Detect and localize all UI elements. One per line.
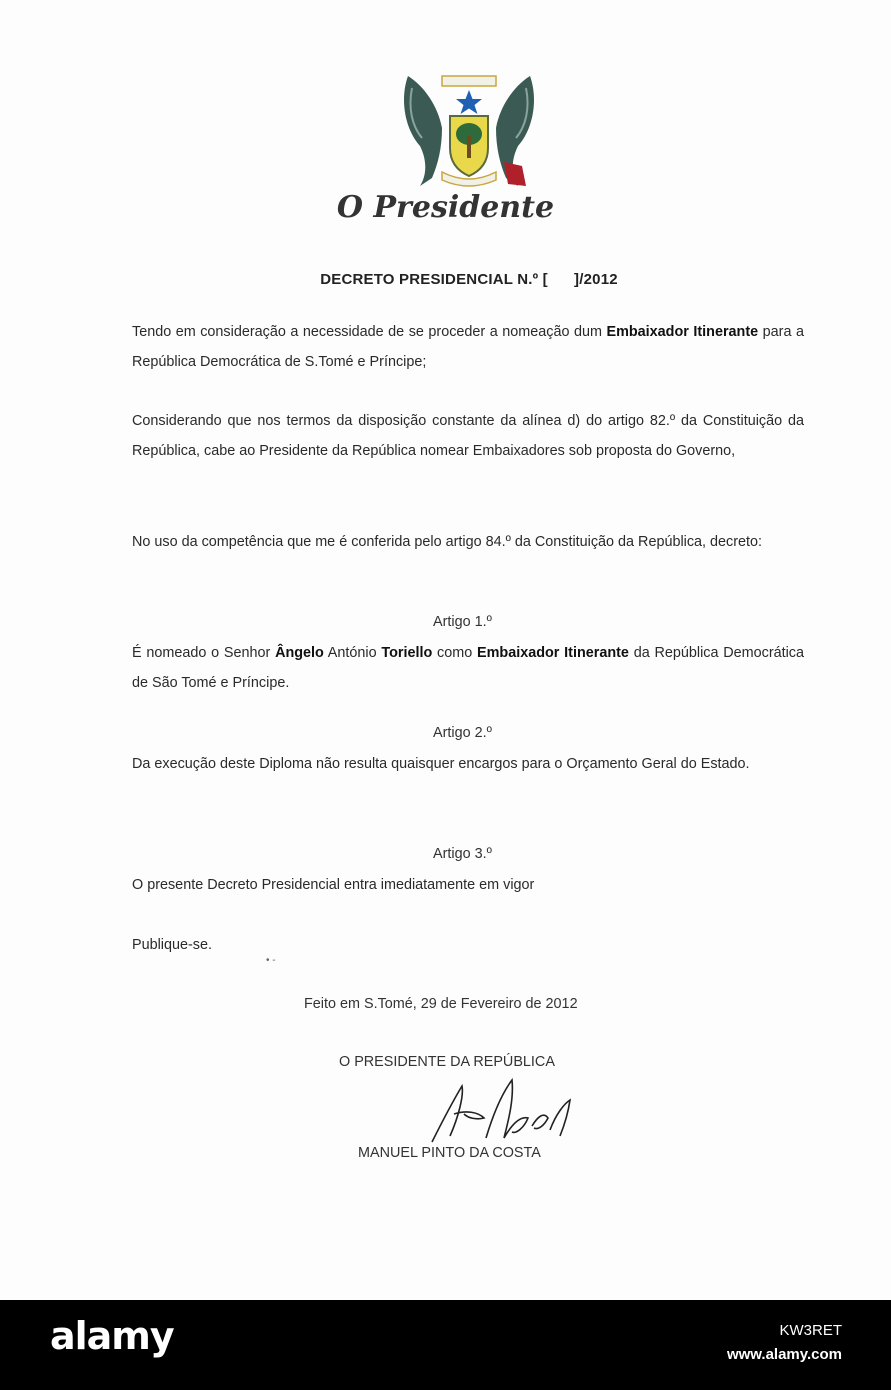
- art1-name-last: Toriello: [381, 645, 433, 661]
- art1-text-g: da República Democrática de São Tomé e Príncipe.: [132, 645, 805, 691]
- watermark-image-code: KW3RET: [779, 1322, 842, 1339]
- handwritten-signature: [420, 1066, 580, 1150]
- place-and-date: Feito em S.Tomé, 29 de Fevereiro de 2012: [304, 996, 578, 1012]
- p1-text-c: para a República Democrática de S.Tomé e Príncipe;: [132, 324, 804, 370]
- preamble-paragraph-1: [132, 317, 804, 377]
- watermark-brand: alamy: [50, 1314, 174, 1358]
- watermark-site: www.alamy.com: [726, 1346, 842, 1363]
- art1-role: Embaixador Itinerante: [477, 645, 629, 661]
- preamble-paragraph-2: Considerando que nos termos da disposição constante da alínea d) do artigo 82.º da Constituição da República, cabe ao Presidente da República nomear Embaixadores sob proposta do Governo,: [132, 413, 804, 459]
- art1-name-first: Ângelo: [275, 645, 324, 661]
- art1-text-e: como: [432, 645, 478, 661]
- article-1-text: [132, 638, 804, 698]
- coat-of-arms-emblem: [398, 68, 540, 193]
- scan-mark: • -: [266, 955, 276, 966]
- decree-title: DECRETO PRESIDENCIAL N.º [ ]/2012: [320, 271, 618, 288]
- article-2-text: Da execução deste Diploma não resulta quaisquer encargos para o Orçamento Geral do Estado.: [132, 756, 750, 772]
- p1-text-a: Tendo em consideração a necessidade de se proceder a nomeação dum: [132, 324, 607, 340]
- signer-title: O PRESIDENTE DA REPÚBLICA: [339, 1054, 555, 1070]
- article-2-label: Artigo 2.º: [433, 725, 492, 741]
- art1-name-middle: António: [323, 645, 382, 661]
- signer-name: MANUEL PINTO DA COSTA: [358, 1145, 541, 1161]
- publish-line: Publique-se.: [132, 937, 212, 953]
- preamble-paragraph-3: No uso da competência que me é conferida pelo artigo 84.º da Constituição da República, decreto:: [132, 534, 763, 550]
- document-heading: O Presidente: [336, 190, 555, 225]
- article-3-text: O presente Decreto Presidencial entra imediatamente em vigor: [132, 877, 535, 893]
- article-3-label: Artigo 3.º: [433, 846, 492, 862]
- art1-text-a: É nomeado o Senhor: [132, 645, 276, 661]
- p1-emphasis: Embaixador Itinerante: [606, 324, 759, 340]
- article-1-label: Artigo 1.º: [433, 614, 492, 630]
